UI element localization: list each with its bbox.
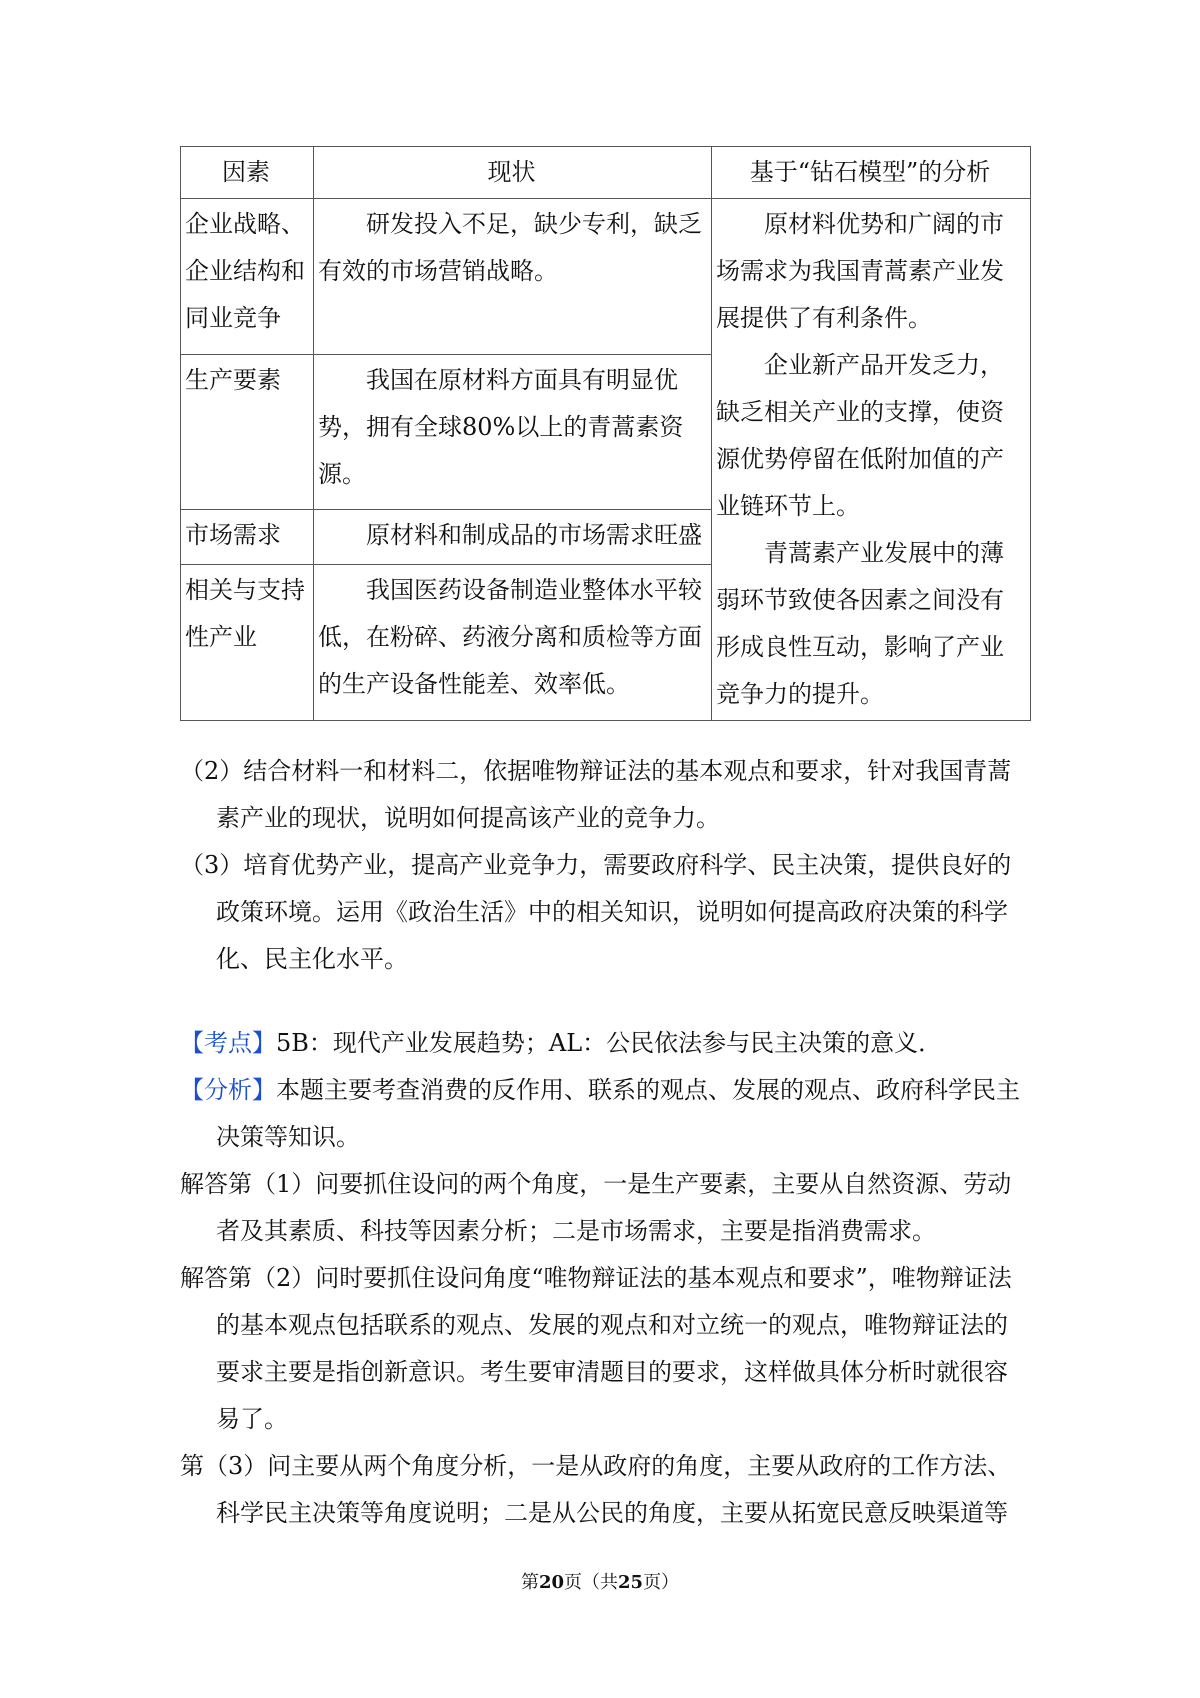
answer-3: 第（3）问主要从两个角度分析，一是从政府的角度，主要从政府的工作方法、科学民主决策等角度说明；二是从公民的角度，主要从拓宽民意反映渠道等 <box>180 1452 1012 1527</box>
questions-block <box>180 748 1030 983</box>
diamond-model-table <box>180 146 1031 721</box>
kaodian-paragraph <box>180 1020 1030 1067</box>
header-factor: 因素 <box>181 147 314 199</box>
fenxi-paragraph <box>180 1067 1030 1161</box>
footer-page-number: 20 <box>538 1572 564 1593</box>
header-analysis: 基于“钻石模型”的分析 <box>712 147 1031 199</box>
footer-suffix: 页） <box>643 1572 680 1593</box>
question-2: （2）结合材料一和材料二，依据唯物辩证法的基本观点和要求，针对我国青蒿素产业的现状，说明如何提高该产业的竞争力。 <box>180 757 1012 832</box>
fenxi-text: 本题主要考查消费的反作用、联系的观点、发展的观点、政府科学民主决策等知识。 <box>216 1076 1020 1151</box>
answer-2: 解答第（2）问时要抓住设问角度“唯物辩证法的基本观点和要求”，唯物辩证法的基本观点包括联系的观点、发展的观点和对立统一的观点，唯物辩证法的要求主要是指创新意识。考生要审清题目的要求，这样做具体分析时就很容易了。 <box>180 1264 1012 1433</box>
fenxi-label: 【分析】 <box>180 1076 276 1104</box>
status-cell: 我国在原材料方面具有明显优势，拥有全球80%以上的青蒿素资源。 <box>314 354 712 510</box>
table-row <box>181 199 1031 355</box>
footer-total-pages: 25 <box>618 1572 644 1593</box>
kaodian-label: 【考点】 <box>180 1029 276 1057</box>
analysis-paragraph: 青蒿素产业发展中的薄弱环节致使各因素之间没有形成良性互动，影响了产业竞争力的提升。 <box>716 539 1004 708</box>
header-status: 现状 <box>314 147 712 199</box>
analysis-paragraph: 原材料优势和广阔的市场需求为我国青蒿素产业发展提供了有利条件。 <box>716 210 1004 332</box>
question-3: （3）培育优势产业，提高产业竞争力，需要政府科学、民主决策，提供良好的政策环境。运用《政治生活》中的相关知识，说明如何提高政府决策的科学化、民主化水平。 <box>180 851 1012 973</box>
solution-block <box>180 1020 1030 1537</box>
page-footer <box>0 1570 1200 1596</box>
answer-1: 解答第（1）问要抓住设问的两个角度，一是生产要素，主要从自然资源、劳动者及其素质、科技等因素分析；二是市场需求，主要是指消费需求。 <box>180 1170 1012 1245</box>
table-header-row <box>181 147 1031 199</box>
factor-cell: 市场需求 <box>181 510 314 565</box>
factor-cell: 相关与支持性产业 <box>181 565 314 721</box>
status-cell: 原材料和制成品的市场需求旺盛 <box>314 510 712 565</box>
analysis-paragraph: 企业新产品开发乏力，缺乏相关产业的支撑，使资源优势停留在低附加值的产业链环节上。 <box>716 351 1004 520</box>
footer-prefix: 第 <box>520 1572 539 1593</box>
kaodian-text: 5B：现代产业发展趋势；AL：公民依法参与民主决策的意义． <box>276 1029 943 1057</box>
footer-middle: 页（共 <box>564 1572 618 1593</box>
status-cell: 研发投入不足，缺少专利，缺乏有效的市场营销战略。 <box>314 199 712 355</box>
status-cell: 我国医药设备制造业整体水平较低，在粉碎、药液分离和质检等方面的生产设备性能差、效率低。 <box>314 565 712 721</box>
factor-cell: 企业战略、企业结构和同业竞争 <box>181 199 314 355</box>
analysis-cell <box>712 199 1031 721</box>
factor-cell: 生产要素 <box>181 354 314 510</box>
